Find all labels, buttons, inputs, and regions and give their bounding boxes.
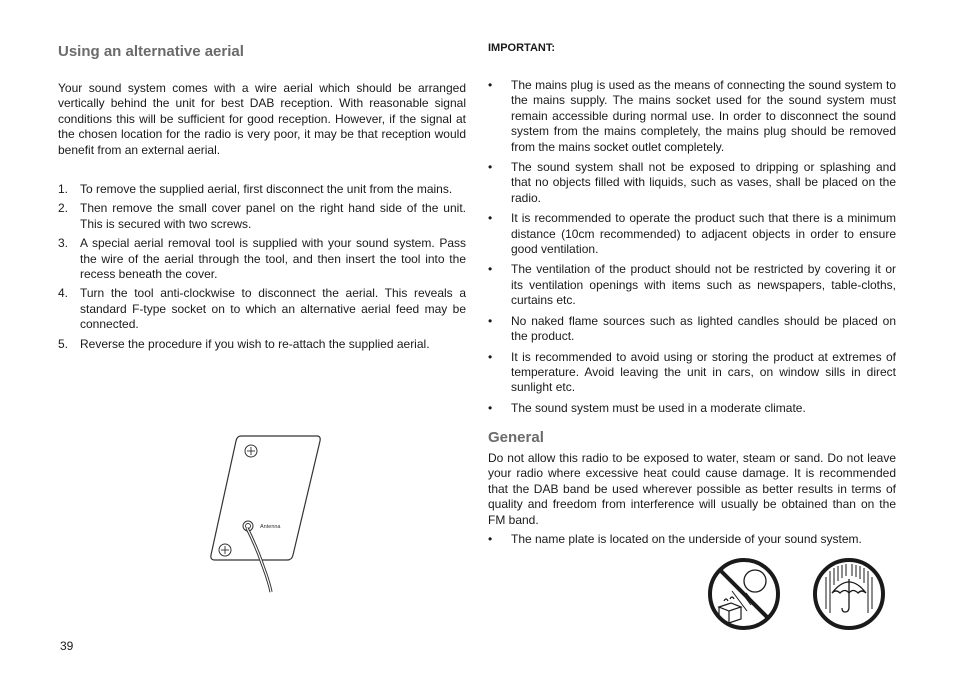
step-text: Turn the tool anti-clockwise to disconnect the aerial. This reveals a standard F-type socket on to which an alternative aerial feed may be connected.	[80, 286, 466, 332]
safety-bullets-list	[488, 78, 896, 421]
bullet-dot: •	[488, 532, 493, 546]
step-text: Reverse the procedure if you wish to re-attach the supplied aerial.	[80, 336, 430, 351]
bullet-dot: •	[488, 211, 493, 226]
step-text: A special aerial removal tool is supplied with your sound system. Pass the wire of the aerial through the tool, and then insert the tool into the recess beneath the cover.	[80, 236, 466, 282]
list-item	[488, 532, 896, 547]
aerial-steps-list	[58, 182, 466, 356]
bullet-dot: •	[488, 78, 493, 92]
bullet-text: The name plate is located on the underside of your sound system.	[511, 532, 862, 546]
important-label: IMPORTANT:	[488, 42, 556, 54]
step-text: Then remove the small cover panel on the right hand side of the unit. This is secured with two screws.	[80, 201, 466, 231]
aerial-intro-paragraph: Your sound system comes with a wire aerial which should be arranged vertically behind the unit for best DAB reception. With reasonable signal conditions this will be sufficient for good reception. However, if the signal at the chosen location for the radio is very poor, it may be that reception would benefit from an external aerial.	[58, 81, 466, 157]
general-paragraph: Do not allow this radio to be exposed to water, steam or sand. Do not leave your radio where excessive heat could cause damage. It is recommended that the DAB band be used wherever possible as better results in terms of quality and freedom from interference will usually be obtained than on the FM band.	[488, 451, 896, 527]
bullet-dot: •	[488, 313, 493, 328]
keep-dry-umbrella-icon	[810, 555, 888, 633]
section-heading-alternative-aerial: Using an alternative aerial	[58, 43, 244, 60]
bullet-text: It is recommended to operate the product such that there is a minimum distance (10cm recommended) to adjacent objects in order to ensure good ventilation.	[511, 211, 896, 257]
step-number: 4.	[58, 286, 69, 301]
list-item	[58, 286, 466, 332]
list-item	[58, 337, 466, 352]
step-text: To remove the supplied aerial, first disconnect the unit from the mains.	[80, 182, 453, 196]
list-item	[488, 401, 896, 416]
bullet-dot: •	[488, 160, 493, 175]
step-number: 1.	[58, 182, 69, 196]
bullet-dot: •	[488, 262, 493, 277]
list-item	[488, 78, 896, 155]
list-item	[58, 201, 466, 232]
list-item	[488, 211, 896, 257]
bullet-text: It is recommended to avoid using or storing the product at extremes of temperature. Avoid leaving the unit in cars, on window sills in direct sunlight etc.	[511, 349, 896, 395]
page-number: 39	[60, 639, 74, 653]
step-number: 3.	[58, 236, 69, 251]
no-sunlight-heat-icon	[705, 555, 783, 633]
list-item	[488, 314, 896, 345]
step-number: 2.	[58, 201, 69, 216]
bullet-text: The sound system must be used in a moderate climate.	[511, 400, 806, 415]
list-item	[58, 182, 466, 197]
bullet-dot: •	[488, 349, 493, 364]
bullet-dot: •	[488, 400, 493, 415]
antenna-label: Antenna	[260, 524, 281, 530]
bullet-text: The sound system shall not be exposed to dripping or splashing and that no objects filled with liquids, such as vases, shall be placed on the radio.	[511, 160, 896, 205]
bullet-text: The ventilation of the product should not be restricted by covering it or its ventilation openings with items such as newspapers, table-cloths, curtains etc.	[511, 262, 896, 308]
list-item	[58, 236, 466, 282]
step-number: 5.	[58, 336, 69, 351]
list-item	[488, 262, 896, 308]
bullet-text: The mains plug is used as the means of connecting the sound system to the mains supply. The mains socket used for the sound system must remain accessible during normal use. In order to disconnect the sound system from the mains completely, the mains plug should be removed from the mains socket outlet completely.	[511, 78, 896, 154]
list-item	[488, 160, 896, 206]
nameplate-bullet-list	[488, 532, 896, 547]
aerial-panel-illustration	[205, 430, 325, 595]
list-item	[488, 350, 896, 396]
section-heading-general: General	[488, 429, 544, 446]
bullet-text: No naked flame sources such as lighted candles should be placed on the product.	[511, 313, 896, 344]
